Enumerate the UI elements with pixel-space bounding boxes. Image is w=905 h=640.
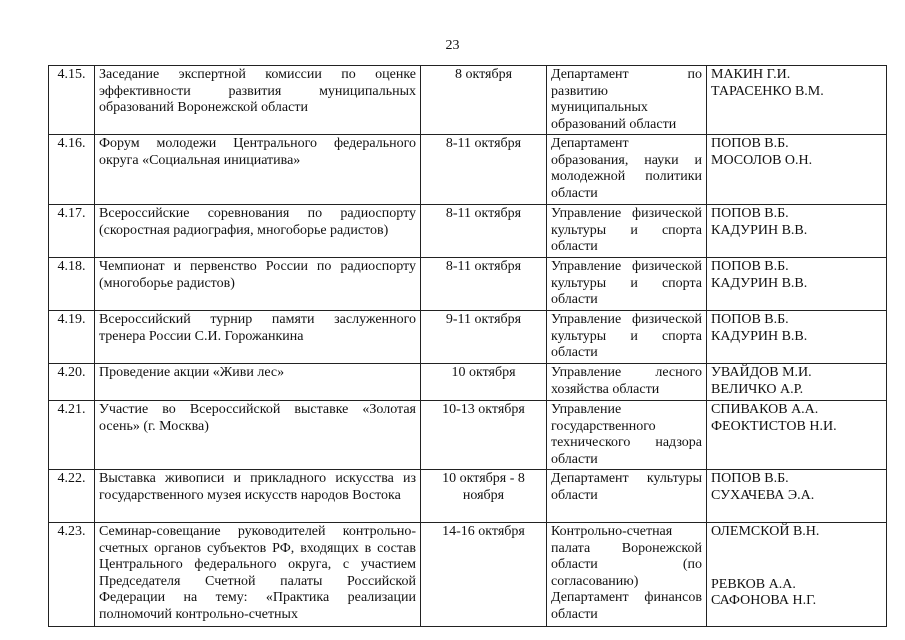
event-date: 9-11 октября (421, 311, 547, 364)
event-description: Выставка живописи и прикладного искусства из государственного музея искусств народов Востока (95, 470, 421, 523)
table-row (49, 364, 887, 401)
responsible-person: КАДУРИН В.В. (711, 275, 808, 291)
row-number: 4.23. (49, 523, 95, 627)
responsible-person: САФОНОВА Н.Г. (711, 593, 817, 608)
event-description: Проведение акции «Живи лес» (95, 364, 421, 401)
responsible-person: ПОПОВ В.Б. (711, 206, 789, 221)
event-date: 8-11 октября (421, 258, 547, 311)
responsible-person: ПОПОВ В.Б. (711, 312, 789, 327)
responsible-person: УВАЙДОВ М.И. (711, 365, 812, 380)
event-description: Всероссийские соревнования по радиоспорту (скоростная радиография, многоборье радистов) (95, 205, 421, 258)
organizer: Управление лесного хозяйства области (547, 364, 707, 401)
table-row (49, 523, 887, 627)
table-row (49, 401, 887, 470)
organizer: Департамент образования, науки и молодежной политики области (547, 135, 707, 205)
responsible (707, 523, 887, 627)
event-description: Заседание экспертной комиссии по оценке эффективности развития муниципальных образований Воронежской области (95, 66, 421, 135)
table-row (49, 66, 887, 135)
event-date: 8-11 октября (421, 135, 547, 205)
spacer (711, 541, 882, 577)
responsible-person: ПОПОВ В.Б. (711, 259, 789, 274)
responsible-person: РЕВКОВ А.А. (711, 576, 796, 592)
organizer: Управление государственного технического надзора области (547, 401, 707, 470)
organizer (547, 523, 707, 627)
table-row (49, 135, 887, 205)
event-date: 10-13 октября (421, 401, 547, 470)
responsible-person: МАКИН Г.И. (711, 67, 791, 82)
responsible (707, 258, 887, 311)
row-number: 4.16. (49, 135, 95, 205)
event-description: Всероссийский турнир памяти заслуженного тренера России С.И. Горожанкина (95, 311, 421, 364)
responsible-person: ТАРАСЕНКО В.М. (711, 83, 824, 99)
responsible (707, 470, 887, 523)
responsible-person: ФЕОКТИСТОВ Н.И. (711, 418, 837, 434)
table-row (49, 258, 887, 311)
row-number: 4.15. (49, 66, 95, 135)
responsible-person: СУХАЧЕВА Э.А. (711, 487, 815, 503)
table-row (49, 205, 887, 258)
responsible (707, 401, 887, 470)
page-number: 23 (445, 38, 460, 53)
organizer: Департамент культуры области (547, 470, 707, 523)
event-description: Семинар-совещание руководителей контрольно-счетных органов субъектов РФ, входящих в состав Центрального федерального округа, с участием Председателя Счетной палаты Российской Федерации на тему: «Практика реализации полномочий контрольно-счетных (95, 523, 421, 627)
responsible-person: СПИВАКОВ А.А. (711, 402, 819, 417)
responsible (707, 205, 887, 258)
row-number: 4.18. (49, 258, 95, 311)
event-date: 8-11 октября (421, 205, 547, 258)
event-date: 10 октября (421, 364, 547, 401)
organizer: Управление физической культуры и спорта области (547, 311, 707, 364)
row-number: 4.19. (49, 311, 95, 364)
responsible-person: ОЛЕМСКОЙ В.Н. (711, 524, 820, 539)
organizer-secondary: Департамент финансов области (551, 590, 702, 622)
table-row (49, 311, 887, 364)
responsible-person: КАДУРИН В.В. (711, 222, 808, 238)
row-number: 4.17. (49, 205, 95, 258)
event-date: 10 октября - 8 ноября (421, 470, 547, 523)
event-description: Чемпионат и первенство России по радиоспорту (многоборье радистов) (95, 258, 421, 311)
row-number: 4.22. (49, 470, 95, 523)
organizer: Управление физической культуры и спорта области (547, 258, 707, 311)
responsible-person: МОСОЛОВ О.Н. (711, 152, 813, 168)
organizer: Департамент по развитию муниципальных образований области (547, 66, 707, 135)
row-number: 4.21. (49, 401, 95, 470)
responsible-person: ПОПОВ В.Б. (711, 136, 789, 151)
organizer-primary: Контрольно-счетная палата Воронежской области (по согласованию) (551, 524, 702, 589)
row-number: 4.20. (49, 364, 95, 401)
organizer: Управление физической культуры и спорта области (547, 205, 707, 258)
event-date: 8 октября (421, 66, 547, 135)
responsible (707, 364, 887, 401)
table-row (49, 470, 887, 523)
responsible-person: КАДУРИН В.В. (711, 328, 808, 344)
event-description: Участие во Всероссийской выставке «Золотая осень» (г. Москва) (95, 401, 421, 470)
responsible-person: ВЕЛИЧКО А.Р. (711, 381, 804, 397)
responsible (707, 135, 887, 205)
event-date: 14-16 октября (421, 523, 547, 627)
event-description: Форум молодежи Центрального федерального округа «Социальная инициатива» (95, 135, 421, 205)
responsible (707, 66, 887, 135)
responsible-person: ПОПОВ В.Б. (711, 471, 789, 486)
responsible (707, 311, 887, 364)
events-table (48, 65, 887, 627)
